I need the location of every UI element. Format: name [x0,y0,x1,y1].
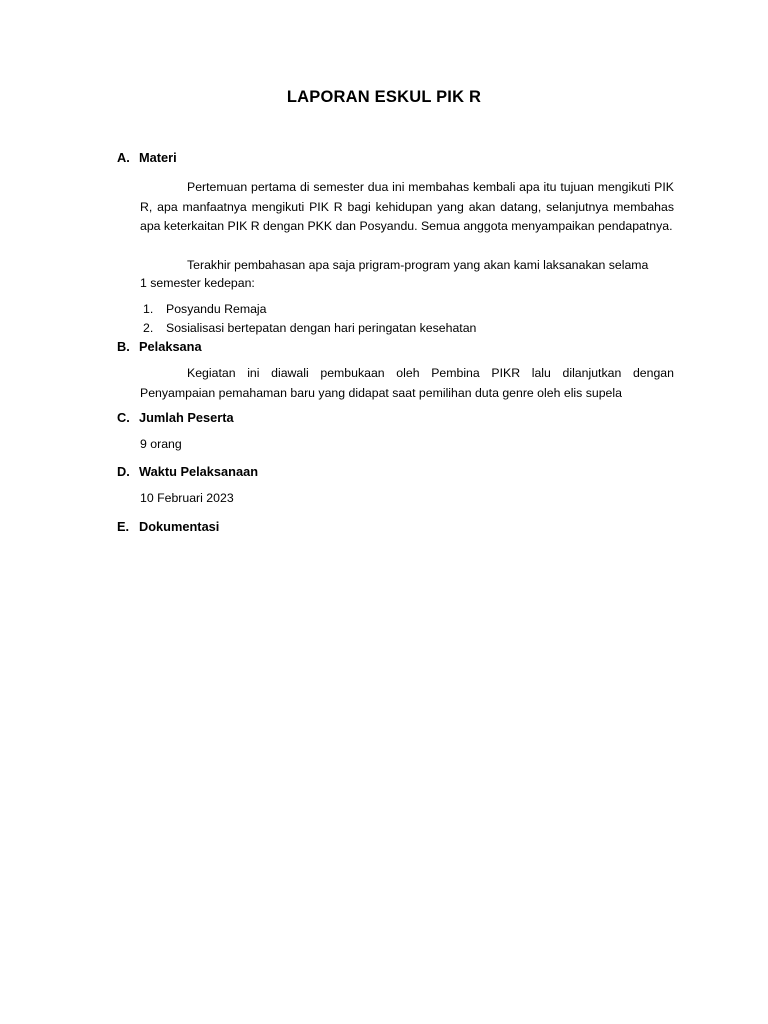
section-e-heading [117,519,219,534]
section-c-letter: C. [117,410,130,425]
section-a-letter: A. [117,150,130,165]
materi-paragraph-2-line-2: 1 semester kedepan: [140,276,255,290]
section-e-letter: E. [117,519,130,534]
waktu-pelaksanaan-value: 10 Februari 2023 [140,491,234,505]
section-c-heading [117,410,234,425]
section-b-heading [117,339,202,354]
list-item-number: 1. [143,302,154,316]
section-d-title: Waktu Pelaksanaan [139,464,259,479]
pelaksana-paragraph [140,364,674,403]
section-b-title: Pelaksana [139,339,202,354]
program-list [143,300,476,338]
document-title: LAPORAN ESKUL PIK R [286,88,482,106]
section-a-title: Materi [139,150,177,165]
materi-paragraph-1-text: Pertemuan pertama di semester dua ini membahas kembali apa itu tujuan mengikuti PIK R, apa manfaatnya mengikuti PIK R bagi kehidupan yang akan datang, selanjutnya membahas apa keterkaitan PIK R dengan PKK dan Posyandu. Semua anggota menyampaikan pendapatnya. [140,180,674,233]
section-a-heading [117,150,177,165]
jumlah-peserta-value: 9 orang [140,437,182,451]
section-c-title: Jumlah Peserta [139,410,234,425]
list-item-number: 2. [143,321,154,335]
section-e-title: Dokumentasi [139,519,220,534]
materi-paragraph-2-line-1: Terakhir pembahasan apa saja prigram-program yang akan kami laksanakan selama [187,258,649,272]
materi-paragraph-1 [140,178,674,237]
pelaksana-paragraph-text: Kegiatan ini diawali pembukaan oleh Pembina PIKR lalu dilanjutkan dengan Penyampaian pemahaman baru yang didapat saat pemilihan duta genre oleh elis supela [140,366,674,400]
section-d-letter: D. [117,464,130,479]
section-b-letter: B. [117,339,130,354]
list-item-text: Posyandu Remaja [166,302,267,316]
list-item [143,319,476,338]
list-item [143,300,476,319]
list-item-text: Sosialisasi bertepatan dengan hari peringatan kesehatan [166,321,477,335]
section-d-heading [117,464,258,479]
